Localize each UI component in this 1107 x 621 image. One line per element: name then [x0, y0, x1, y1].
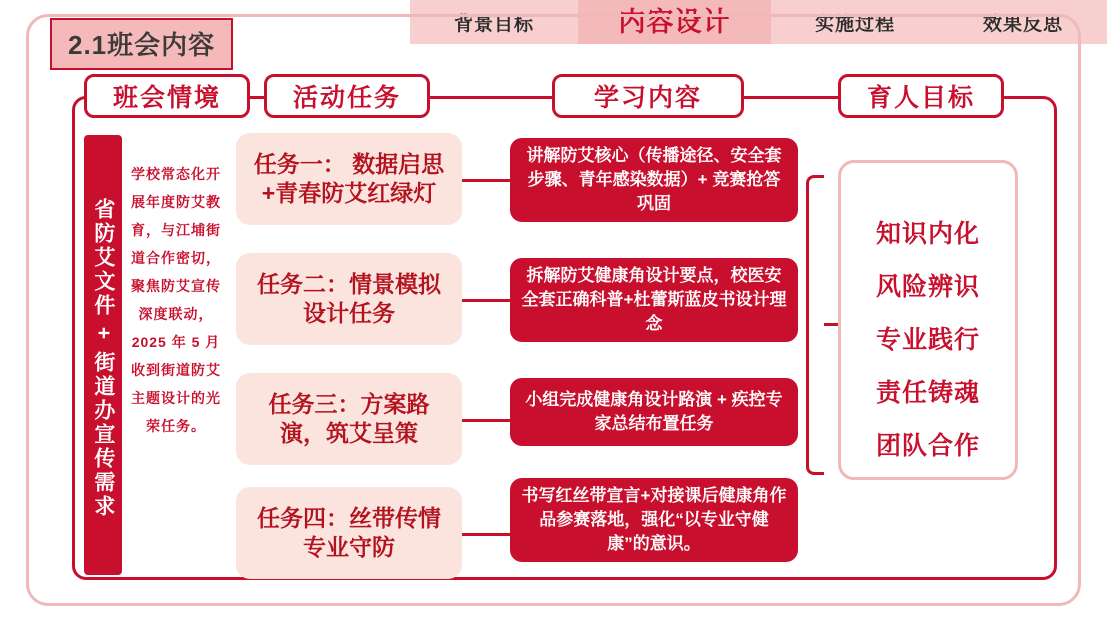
content-card-3: 小组完成健康角设计路演 + 疾控专家总结布置任务 [510, 378, 798, 446]
goal-item-2: 风险辨识 [875, 273, 980, 301]
goal-item-3: 专业践行 [875, 326, 980, 354]
nav-item-reflection[interactable]: 效果反思 [983, 13, 1064, 35]
column-header-education: 育人目标 [838, 74, 1004, 118]
page-title: 2.1班会内容 [50, 18, 233, 70]
column-header-scene: 班会情境 [84, 74, 250, 118]
nav-item-background-goal[interactable]: 背景目标 [453, 13, 534, 35]
content-card-1: 讲解防艾核心（传播途径、安全套步骤、青年感染数据）+ 竞赛抢答巩固 [510, 138, 798, 222]
connector-line-4 [462, 533, 510, 536]
goal-item-5: 团队合作 [875, 432, 980, 460]
nav-item-implementation[interactable]: 实施过程 [815, 13, 896, 35]
goals-brace [806, 175, 824, 475]
scene-vertical-banner: 省防艾文件 + 街道办宣传需求 [84, 135, 122, 575]
content-card-4: 书写红丝带宣言+对接课后健康角作品参赛落地，强化“以专业守健康”的意识。 [510, 478, 798, 562]
task-card-3: 任务三：方案路演，筑艾呈策 [236, 373, 462, 465]
nav-item-content-design[interactable]: 内容设计 [578, 0, 771, 44]
scene-description: 学校常态化开展年度防艾教育，与江埔街道合作密切，聚焦防艾宣传深度联动，2025 年 5 月收到街道防艾主题设计的光荣任务。 [131, 166, 221, 434]
connector-line-3 [462, 419, 510, 422]
column-header-learning: 学习内容 [552, 74, 744, 118]
column-header-task: 活动任务 [264, 74, 430, 118]
content-card-2: 拆解防艾健康角设计要点，校医安全套正确科普+杜蕾斯蓝皮书设计理念 [510, 258, 798, 342]
task-card-1: 任务一： 数据启思+青春防艾红绿灯 [236, 133, 462, 225]
goal-item-1: 知识内化 [875, 220, 980, 248]
task-card-4: 任务四：丝带传情专业守防 [236, 487, 462, 579]
goals-list [838, 222, 1018, 487]
task-card-2: 任务二：情景模拟设计任务 [236, 253, 462, 345]
connector-line-1 [462, 179, 510, 182]
goal-item-4: 责任铸魂 [875, 379, 980, 407]
connector-line-2 [462, 299, 510, 302]
